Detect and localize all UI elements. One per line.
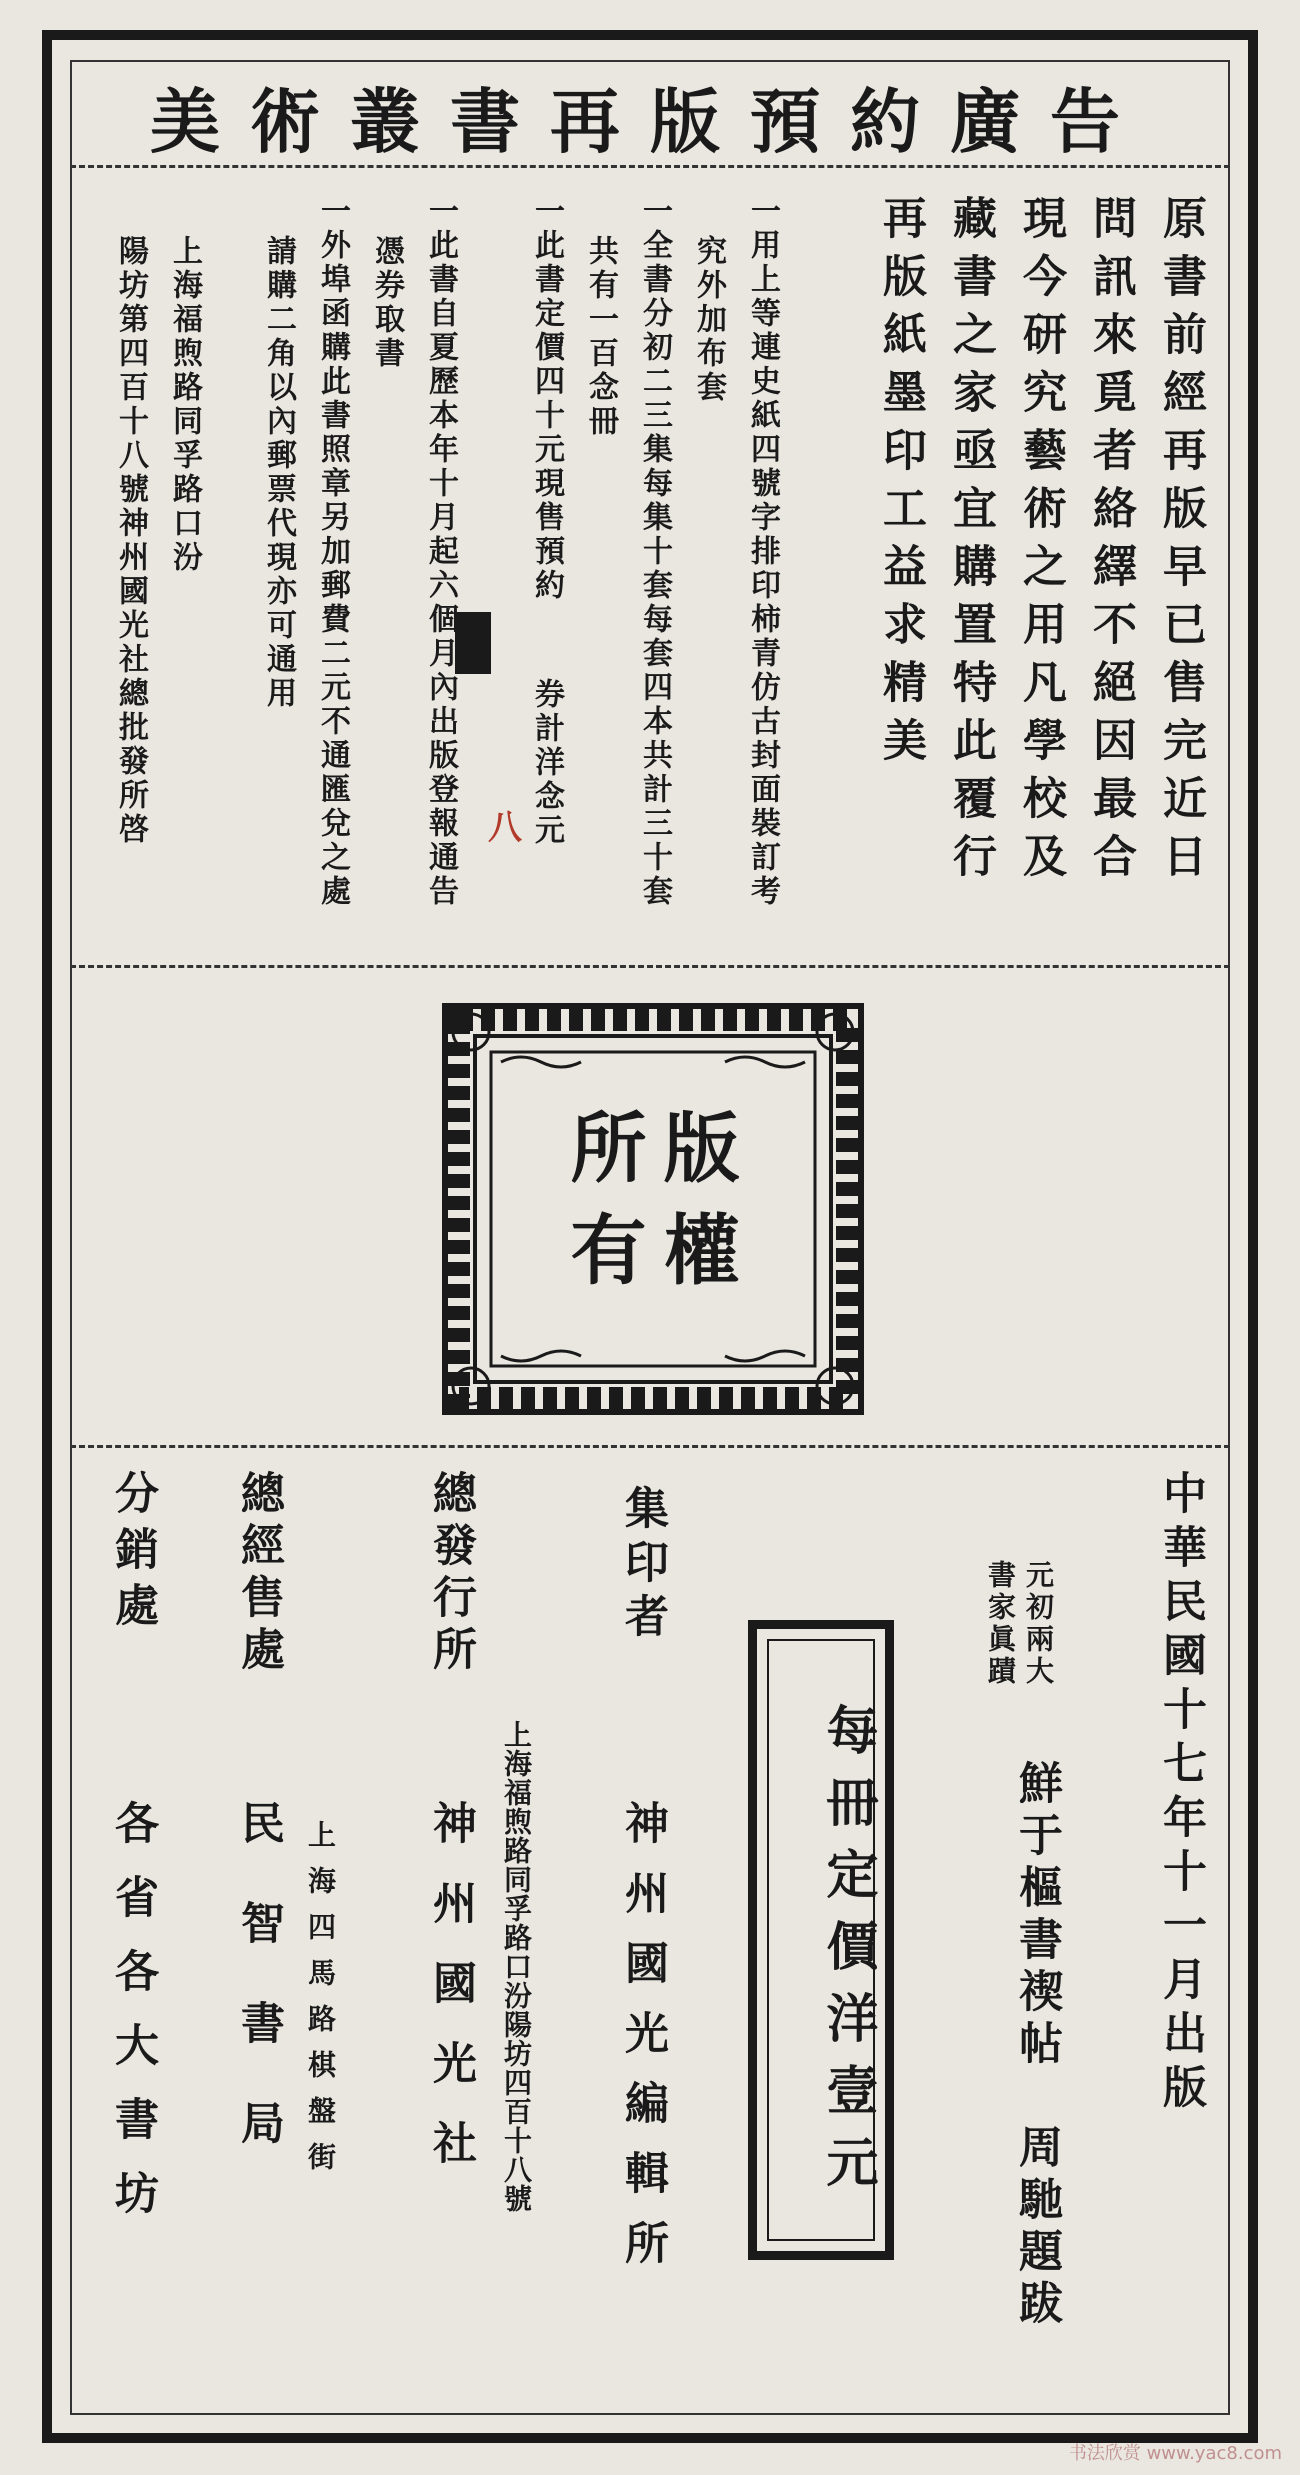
rule-col-9: 請購二角以內郵票代現亦可通用 — [261, 235, 296, 711]
watermark: 书法欣赏 www.yac8.com — [1068, 2443, 1282, 2464]
branches-label: 分銷處 — [107, 1470, 158, 1638]
book-desc-line-1: 元初兩大 — [1022, 1560, 1055, 1688]
book-desc-line-2: 書家眞蹟 — [984, 1560, 1017, 1688]
price-text: 每冊定價洋壹元 — [817, 1703, 878, 2207]
intro-col-4: 藏書之家亟宜購置特此覆行 — [945, 195, 996, 891]
intro-col-3: 現今研究藝術之用凡學校及 — [1015, 195, 1066, 891]
rule-col-1: 一用上等連史紙四號字排印柿青仿古封面裝訂考 — [745, 195, 780, 909]
rule-col-6: 一此書自夏歷本年十月起六個月內出版登報通告 — [423, 195, 458, 909]
rule-col-10: 上海福煦路同孚路口汾 — [167, 235, 202, 575]
compiler-label: 集印者 — [617, 1485, 668, 1647]
rule-col-2: 究外加布套 — [691, 235, 726, 405]
distributor-label: 總經售處 — [233, 1470, 284, 1678]
book-title: 鮮于樞書禊帖 周馳題跋 — [1011, 1760, 1062, 2332]
divider-middle — [70, 965, 1230, 968]
rule-col-5-tail: 券計洋念元 — [529, 678, 564, 848]
rule-col-4: 共有一百念冊 — [583, 235, 618, 439]
compiler-value: 神州國光編輯所 — [617, 1800, 668, 2290]
rule-col-3: 一全書分初二三集每集十套每套四本共計三十套 — [637, 195, 672, 909]
rule-col-5: 一此書定價四十元現售預約 — [529, 195, 564, 603]
copyright-col-2: 所有 — [558, 1108, 647, 1312]
publisher-address: 上海福煦路同孚路口汾陽坊四百十八號 — [500, 1720, 533, 2213]
intro-col-5: 再版紙墨印工益求精美 — [875, 195, 926, 775]
divider-top — [70, 165, 1230, 168]
red-annotation: 八 — [488, 808, 522, 848]
publisher-label: 總發行所 — [425, 1470, 476, 1678]
distributor-value: 民智書局 — [233, 1800, 284, 2200]
rule-col-7: 憑券取書 — [369, 235, 404, 371]
divider-bottom — [70, 1445, 1230, 1448]
rule-col-8: 一外埠函購此書照章另加郵費二元不通匯兌之處 — [315, 195, 350, 909]
publisher-value: 神州國光社 — [425, 1800, 476, 2200]
branches-value: 各省各大書坊 — [107, 1800, 158, 2244]
distributor-address: 上海四馬路棋盤街 — [304, 1820, 337, 2188]
publication-date: 中華民國十七年十一月出版 — [1155, 1470, 1206, 2118]
rule-col-11: 陽坊第四百十八號神州國光社總批發所啓 — [113, 235, 148, 847]
price-box — [748, 1620, 894, 2260]
intro-col-2: 問訊來覓者絡繹不絕因最合 — [1085, 195, 1136, 891]
copyright-col-1: 版權 — [651, 1108, 740, 1312]
page-title: 美術叢書再版預約廣告 — [150, 79, 1150, 163]
intro-col-1: 原書前經再版早已售完近日 — [1155, 195, 1206, 891]
